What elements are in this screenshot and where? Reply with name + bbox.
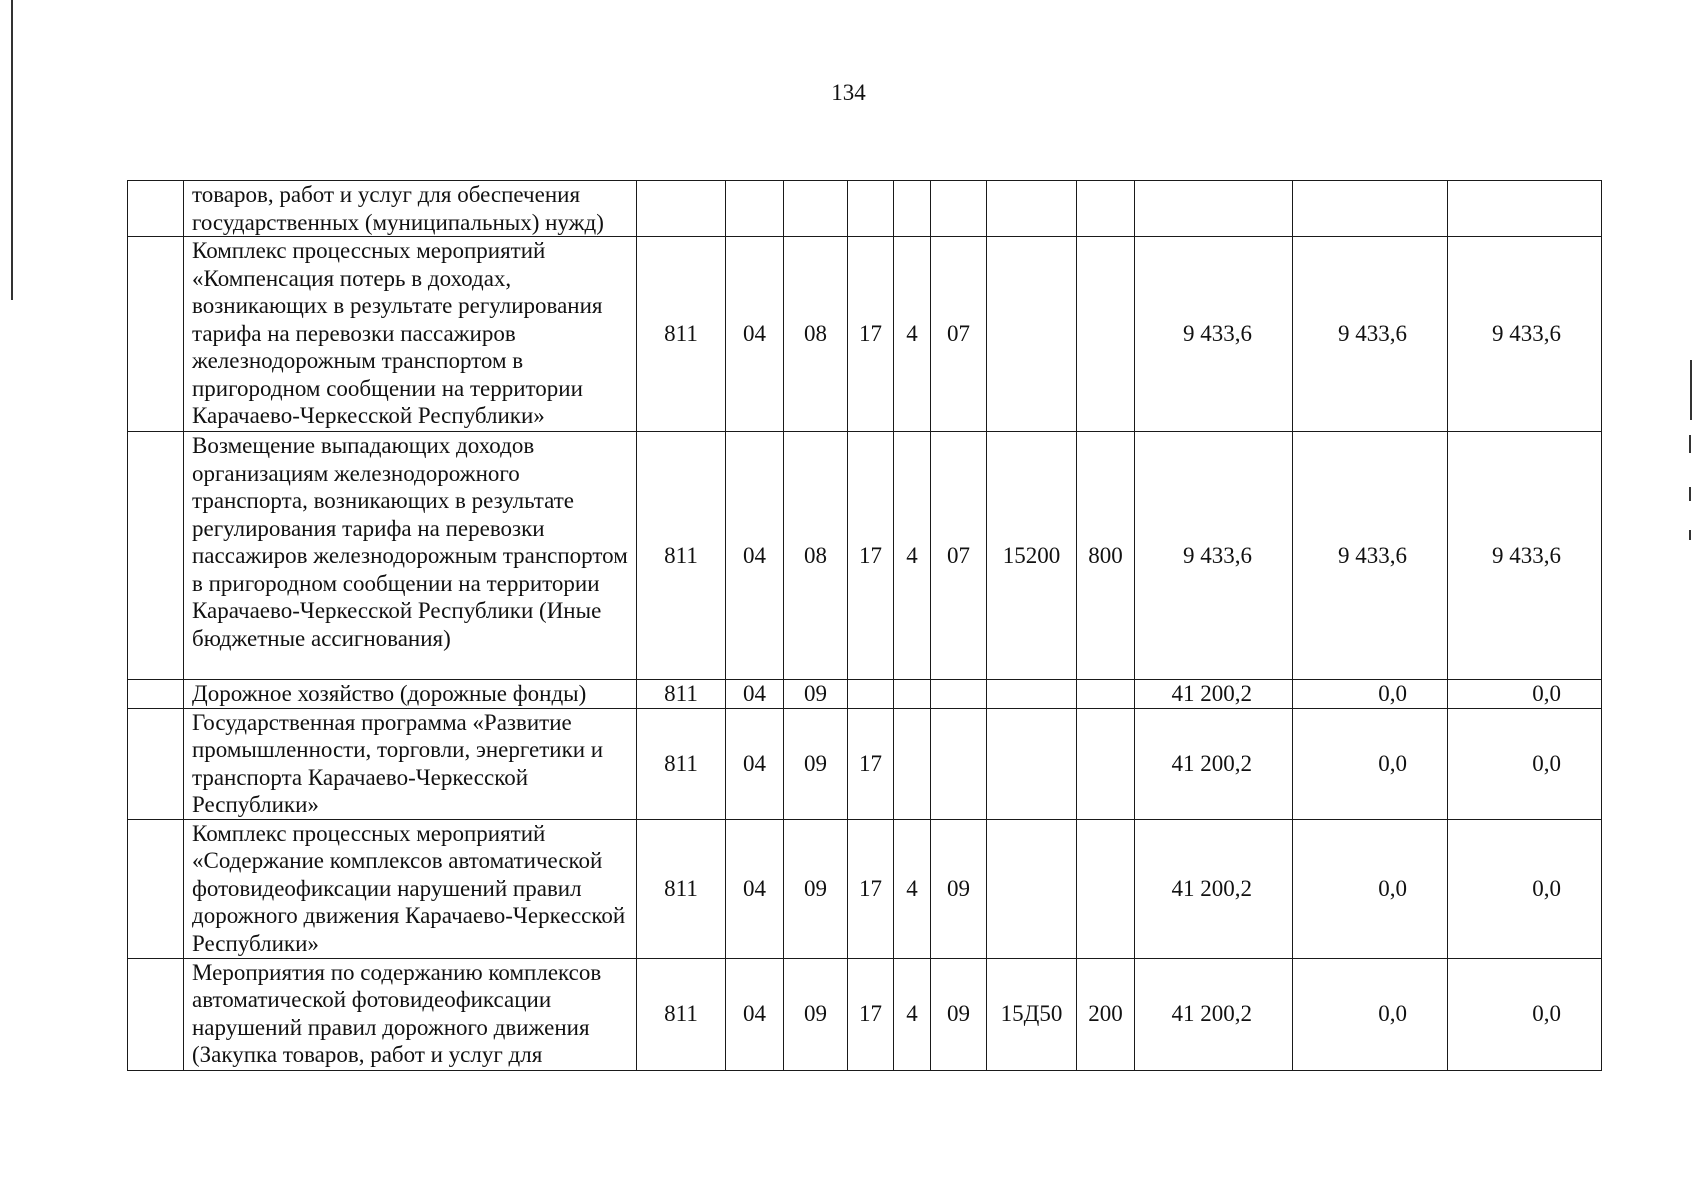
item-name-cell: Мероприятия по содержанию комплексов автоматической фотовидеофиксации нарушений правил дорожного движения (Закупка товаров, работ и услуг для: [184, 958, 637, 1070]
program-code-cell: 17: [848, 958, 894, 1070]
program-code-cell: 17: [848, 432, 894, 680]
program-code-cell: [848, 181, 894, 237]
program-code-cell: 17: [848, 237, 894, 432]
row-marker-cell: [128, 432, 184, 680]
amount-year1-cell: 41 200,2: [1135, 958, 1293, 1070]
row-marker-cell: [128, 819, 184, 958]
ved-code-cell: 811: [637, 680, 726, 709]
section-code-cell: 04: [726, 432, 784, 680]
program-type-code-cell: 4: [894, 819, 931, 958]
scan-edge-mark: [11, 0, 13, 300]
subsection-code-cell: 09: [784, 708, 848, 819]
direction-code-cell: [987, 680, 1077, 709]
program-type-code-cell: [894, 708, 931, 819]
scan-edge-mark: [1689, 530, 1691, 540]
amount-year3-cell: 0,0: [1448, 708, 1602, 819]
amount-year3-cell: 0,0: [1448, 680, 1602, 709]
row-marker-cell: [128, 708, 184, 819]
complex-code-cell: [931, 708, 987, 819]
program-type-code-cell: 4: [894, 432, 931, 680]
amount-year2-cell: [1293, 181, 1448, 237]
subsection-code-cell: [784, 181, 848, 237]
section-code-cell: 04: [726, 819, 784, 958]
expense-type-code-cell: [1077, 237, 1135, 432]
amount-year3-cell: 0,0: [1448, 958, 1602, 1070]
subsection-code-cell: 08: [784, 432, 848, 680]
section-code-cell: 04: [726, 680, 784, 709]
ved-code-cell: 811: [637, 708, 726, 819]
expense-type-code-cell: 800: [1077, 432, 1135, 680]
direction-code-cell: 15200: [987, 432, 1077, 680]
complex-code-cell: 07: [931, 432, 987, 680]
complex-code-cell: 07: [931, 237, 987, 432]
amount-year3-cell: 9 433,6: [1448, 237, 1602, 432]
amount-year2-cell: 9 433,6: [1293, 432, 1448, 680]
row-marker-cell: [128, 958, 184, 1070]
amount-year3-cell: 0,0: [1448, 819, 1602, 958]
amount-year2-cell: 0,0: [1293, 708, 1448, 819]
scan-edge-mark: [1689, 487, 1691, 501]
direction-code-cell: [987, 181, 1077, 237]
ved-code-cell: 811: [637, 432, 726, 680]
amount-year2-cell: 0,0: [1293, 958, 1448, 1070]
item-name-cell: Возмещение выпадающих доходов организациям железнодорожного транспорта, возникающих в результате регулирования тарифа на перевозки пассажиров железнодорожным транспортом в пригородном сообщении на территории Карачаево-Черкесской Республики (Иные бюджетные ассигнования): [184, 432, 637, 680]
scan-edge-mark: [1689, 435, 1691, 453]
expense-type-code-cell: 200: [1077, 958, 1135, 1070]
section-code-cell: [726, 181, 784, 237]
amount-year1-cell: 41 200,2: [1135, 819, 1293, 958]
subsection-code-cell: 09: [784, 958, 848, 1070]
row-marker-cell: [128, 181, 184, 237]
table-row: [128, 432, 1602, 680]
item-name-cell: товаров, работ и услуг для обеспечения государственных (муниципальных) нужд): [184, 181, 637, 237]
ved-code-cell: 811: [637, 819, 726, 958]
expense-type-code-cell: [1077, 181, 1135, 237]
table-row: [128, 680, 1602, 709]
amount-year2-cell: 9 433,6: [1293, 237, 1448, 432]
amount-year1-cell: [1135, 181, 1293, 237]
item-name-cell: Дорожное хозяйство (дорожные фонды): [184, 680, 637, 709]
ved-code-cell: 811: [637, 958, 726, 1070]
expense-type-code-cell: [1077, 819, 1135, 958]
direction-code-cell: [987, 708, 1077, 819]
table-row: [128, 819, 1602, 958]
amount-year2-cell: 0,0: [1293, 680, 1448, 709]
budget-table: [127, 180, 1602, 1071]
complex-code-cell: [931, 181, 987, 237]
section-code-cell: 04: [726, 237, 784, 432]
table-row: [128, 708, 1602, 819]
complex-code-cell: 09: [931, 819, 987, 958]
section-code-cell: 04: [726, 708, 784, 819]
amount-year1-cell: 41 200,2: [1135, 680, 1293, 709]
expense-type-code-cell: [1077, 680, 1135, 709]
page-number: 134: [831, 80, 866, 105]
amount-year3-cell: 9 433,6: [1448, 432, 1602, 680]
complex-code-cell: 09: [931, 958, 987, 1070]
direction-code-cell: 15Д50: [987, 958, 1077, 1070]
program-type-code-cell: [894, 680, 931, 709]
program-code-cell: [848, 680, 894, 709]
subsection-code-cell: 08: [784, 237, 848, 432]
amount-year1-cell: 9 433,6: [1135, 237, 1293, 432]
row-marker-cell: [128, 237, 184, 432]
scan-edge-mark: [1690, 360, 1692, 420]
section-code-cell: 04: [726, 958, 784, 1070]
ved-code-cell: 811: [637, 237, 726, 432]
amount-year3-cell: [1448, 181, 1602, 237]
table-row: [128, 958, 1602, 1070]
row-marker-cell: [128, 680, 184, 709]
amount-year1-cell: 9 433,6: [1135, 432, 1293, 680]
amount-year1-cell: 41 200,2: [1135, 708, 1293, 819]
item-name-cell: Комплекс процессных мероприятий «Компенсация потерь в доходах, возникающих в результате регулирования тарифа на перевозки пассажиров железнодорожным транспортом в пригородном сообщении на территории Карачаево-Черкесской Республики»: [184, 237, 637, 432]
direction-code-cell: [987, 237, 1077, 432]
table-row: [128, 181, 1602, 237]
subsection-code-cell: 09: [784, 680, 848, 709]
table-row: [128, 237, 1602, 432]
complex-code-cell: [931, 680, 987, 709]
item-name-cell: Комплекс процессных мероприятий «Содержание комплексов автоматической фотовидеофиксации нарушений правил дорожного движения Карачаево-Черкесской Республики»: [184, 819, 637, 958]
ved-code-cell: [637, 181, 726, 237]
program-type-code-cell: [894, 181, 931, 237]
program-code-cell: 17: [848, 708, 894, 819]
expense-type-code-cell: [1077, 708, 1135, 819]
subsection-code-cell: 09: [784, 819, 848, 958]
direction-code-cell: [987, 819, 1077, 958]
program-type-code-cell: 4: [894, 237, 931, 432]
program-type-code-cell: 4: [894, 958, 931, 1070]
amount-year2-cell: 0,0: [1293, 819, 1448, 958]
item-name-cell: Государственная программа «Развитие промышленности, торговли, энергетики и транспорта Карачаево-Черкесской Республики»: [184, 708, 637, 819]
program-code-cell: 17: [848, 819, 894, 958]
